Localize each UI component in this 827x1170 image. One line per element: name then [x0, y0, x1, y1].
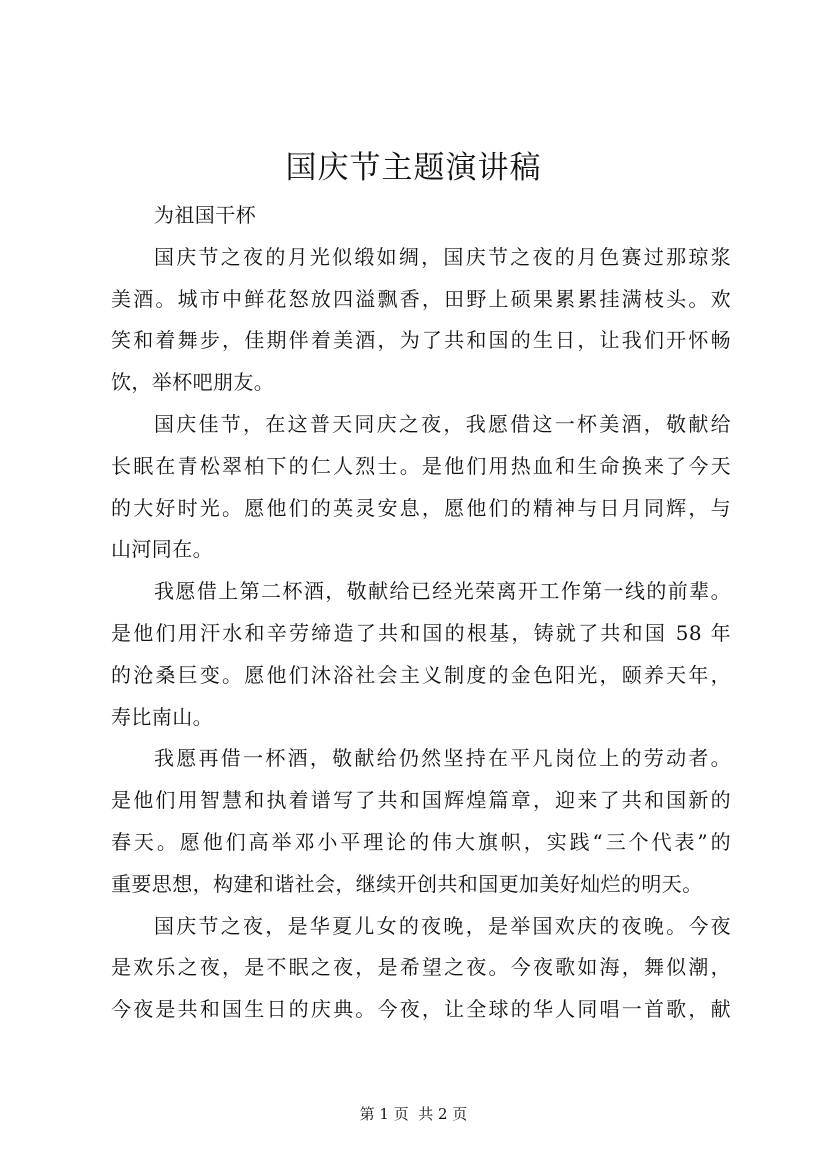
body-line: 是欢乐之夜，是不眠之夜，是希望之夜。今夜歌如海，舞似潮，	[111, 955, 731, 980]
body-line: 的大好时光。愿他们的英灵安息，愿他们的精神与日月同辉，与	[111, 495, 731, 520]
body-line: 为祖国干杯	[154, 203, 256, 227]
body-line: 饮，举杯吧朋友。	[111, 370, 275, 395]
body-line: 春天。愿他们高举邓小平理论的伟大旗帜，实践“三个代表”的	[111, 829, 731, 854]
body-line: 笑和着舞步，佳期伴着美酒，为了共和国的生日，让我们开怀畅	[111, 328, 731, 353]
document-body	[111, 195, 731, 1031]
body-line: 长眠在青松翠柏下的仁人烈士。是他们用热血和生命换来了今天	[111, 453, 731, 478]
body-line: 国庆佳节，在这普天同庆之夜，我愿借这一杯美酒，敬献给	[154, 411, 731, 436]
body-line: 重要思想，构建和谐社会，继续开创共和国更加美好灿烂的明天。	[111, 871, 703, 896]
body-line: 国庆节之夜的月光似缎如绸，国庆节之夜的月色赛过那琼浆	[154, 244, 731, 269]
body-line: 国庆节之夜，是华夏儿女的夜晚，是举国欢庆的夜晚。今夜	[154, 913, 731, 938]
page-footer: 第 1 页 共 2 页	[359, 1105, 468, 1123]
body-line: 山河同在。	[111, 537, 213, 562]
document-title: 国庆节主题演讲稿	[285, 150, 542, 186]
body-line: 今夜是共和国生日的庆典。今夜，让全球的华人同唱一首歌，献	[111, 997, 731, 1022]
body-line: 我愿再借一杯酒，敬献给仍然坚持在平凡岗位上的劳动者。	[154, 746, 731, 771]
body-line: 是他们用汗水和辛劳缔造了共和国的根基，铸就了共和国 58 年	[111, 620, 731, 645]
body-line: 寿比南山。	[111, 704, 213, 729]
body-line: 我愿借上第二杯酒，敬献给已经光荣离开工作第一线的前辈。	[154, 579, 731, 604]
body-line: 的沧桑巨变。愿他们沐浴社会主义制度的金色阳光，颐养天年，	[111, 662, 731, 687]
body-line: 美酒。城市中鲜花怒放四溢飘香，田野上硕果累累挂满枝头。欢	[111, 286, 731, 311]
body-line: 是他们用智慧和执着谱写了共和国辉煌篇章，迎来了共和国新的	[111, 788, 731, 813]
